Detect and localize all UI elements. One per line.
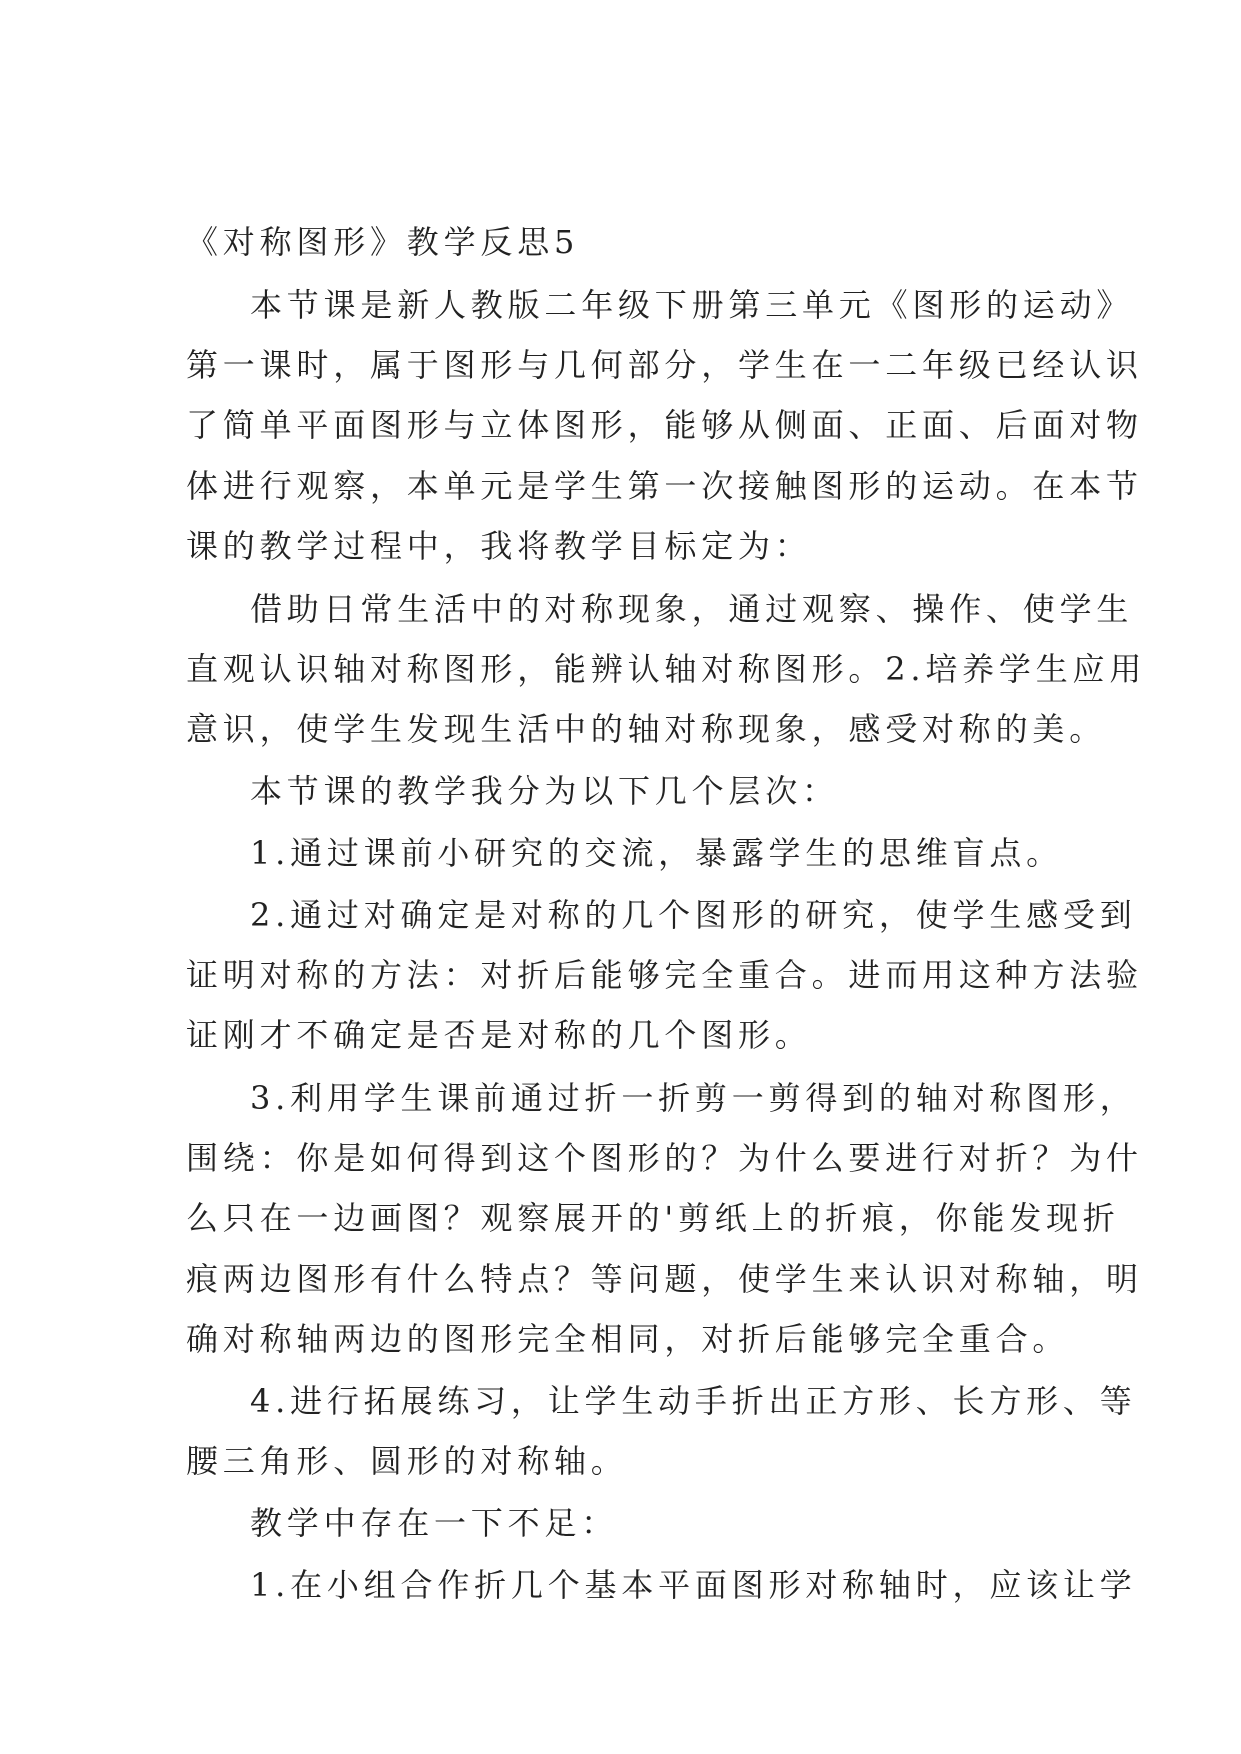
paragraph-line: 了简单平面图形与立体图形，能够从侧面、正面、后面对物 — [186, 406, 1143, 444]
paragraph-line: 围绕：你是如何得到这个图形的？为什么要进行对折？为什 — [186, 1139, 1143, 1177]
list-item: 4.进行拓展练习，让学生动手折出正方形、长方形、等 — [250, 1382, 1137, 1420]
list-item: 1.通过课前小研究的交流，暴露学生的思维盲点。 — [250, 834, 1063, 872]
paragraph-line: 直观认识轴对称图形，能辨认轴对称图形。2.培养学生应用 — [186, 650, 1147, 688]
paragraph-line: 痕两边图形有什么特点？等问题，使学生来认识对称轴，明 — [186, 1260, 1143, 1298]
paragraph-line: 教学中存在一下不足： — [250, 1504, 619, 1542]
paragraph-line: 本节课是新人教版二年级下册第三单元《图形的运动》 — [250, 286, 1134, 324]
list-item: 1.在小组合作折几个基本平面图形对称轴时，应该让学 — [250, 1566, 1137, 1604]
paragraph-line: 课的教学过程中，我将教学目标定为： — [186, 527, 812, 565]
list-item: 3.利用学生课前通过折一折剪一剪得到的轴对称图形， — [250, 1079, 1137, 1117]
paragraph-line: 腰三角形、圆形的对称轴。 — [186, 1442, 628, 1480]
paragraph-line: 证明对称的方法：对折后能够完全重合。进而用这种方法验 — [186, 956, 1143, 994]
paragraph-line: 确对称轴两边的图形完全相同，对折后能够完全重合。 — [186, 1320, 1070, 1358]
paragraph-line: 借助日常生活中的对称现象，通过观察、操作、使学生 — [250, 590, 1134, 628]
paragraph-line: 体进行观察，本单元是学生第一次接触图形的运动。在本节 — [186, 467, 1143, 505]
list-item: 2.通过对确定是对称的几个图形的研究，使学生感受到 — [250, 896, 1137, 934]
paragraph-line: 么只在一边画图？观察展开的'剪纸上的折痕，你能发现折 — [186, 1199, 1120, 1237]
paragraph-line: 意识，使学生发现生活中的轴对称现象，感受对称的美。 — [186, 710, 1107, 748]
document-title: 《对称图形》教学反思5 — [186, 223, 580, 261]
paragraph-line: 第一课时，属于图形与几何部分，学生在一二年级已经认识 — [186, 346, 1143, 384]
paragraph-line: 证刚才不确定是否是对称的几个图形。 — [186, 1016, 812, 1054]
paragraph-line: 本节课的教学我分为以下几个层次： — [250, 772, 839, 810]
